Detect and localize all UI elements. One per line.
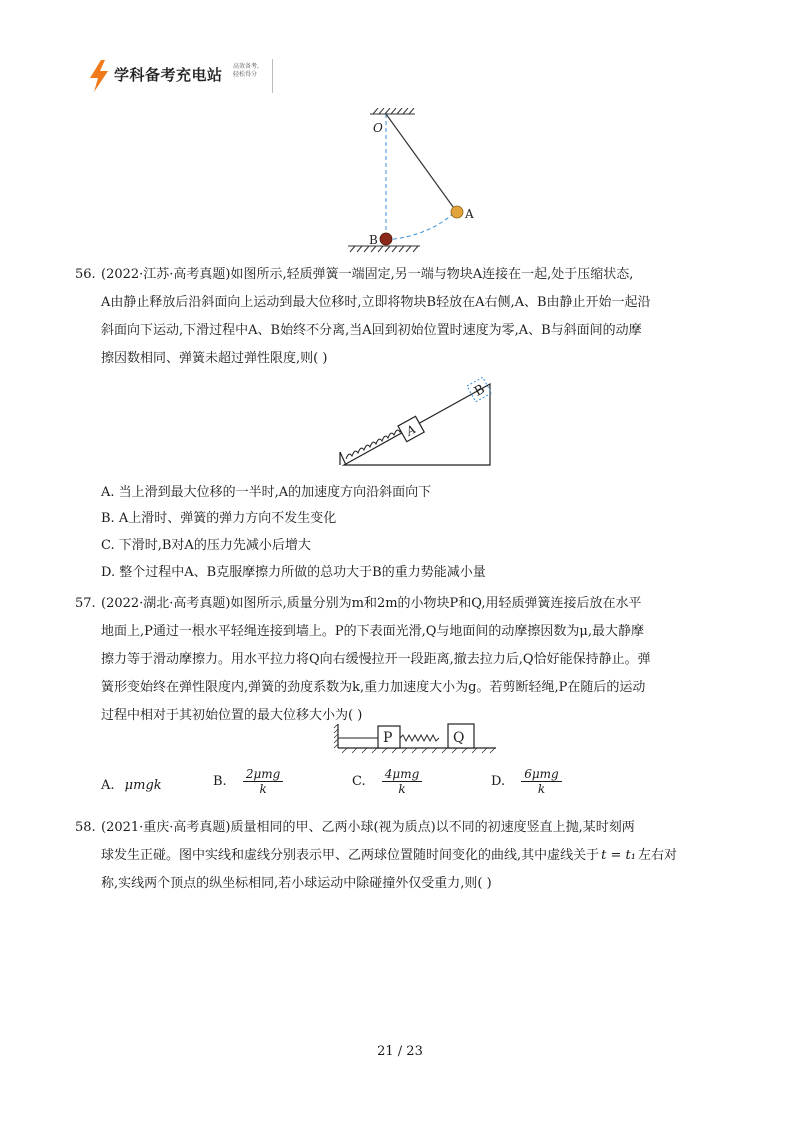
- ball-a: [451, 206, 463, 218]
- lightning-bolt-icon: [88, 60, 110, 92]
- block-b: [467, 377, 491, 401]
- question-source: (2021·重庆·高考真题): [101, 820, 231, 835]
- option-b-fraction: $\frac{\text{2μmg}}{k}$: [243, 767, 284, 796]
- question-stem: 如图所示,轻质弹簧一端固定,另一端与物块A连接在一起,处于压缩状态,: [230, 267, 634, 282]
- math-expression: t = t₁: [601, 848, 636, 863]
- label-a: A: [465, 207, 474, 221]
- question-stem: 地面上,P通过一根水平轻绳连接到墙上。P的下表面光滑,Q与地面间的动摩擦因数为μ,最大静摩: [101, 624, 644, 639]
- question-stem: 过程中相对于其初始位置的最大位移大小为( ): [101, 708, 363, 723]
- header-divider: [272, 59, 273, 93]
- option-a: A. μmgk: [101, 778, 162, 793]
- floor-hatch: [348, 246, 420, 252]
- option-d: D. $\frac{\text{6μmg}}{k}$: [491, 767, 562, 796]
- question-56: [75, 261, 735, 373]
- header-logo: [84, 57, 274, 95]
- swing-arc: [386, 211, 456, 240]
- block-p-label: P: [383, 730, 393, 746]
- block-a: [398, 416, 424, 441]
- question-stem: 如图所示,质量分别为m和2m的小物块P和Q,用轻质弹簧连接后放在水平: [230, 596, 642, 611]
- question-stem: 簧形变始终在弹性限度内,弹簧的劲度系数为k,重力加速度大小为g。若剪断轻绳,P在随后的运动: [101, 680, 646, 695]
- question-source: (2022·湖北·高考真题): [101, 596, 231, 611]
- option-d-fraction: $\frac{\text{6μmg}}{k}$: [521, 767, 562, 796]
- question-source: (2022·江苏·高考真题): [101, 267, 231, 282]
- brand-name: 学科备考充电站: [114, 66, 223, 84]
- question-stem: 球发生正碰。图中实线和虚线分别表示甲、乙两球位置随时间变化的曲线,其中虚线关于: [101, 848, 600, 863]
- block-a-label: A: [403, 421, 419, 439]
- option-a-expr: μmgk: [124, 778, 162, 793]
- page-number: 21 / 23: [377, 1044, 423, 1059]
- spring: [400, 735, 439, 741]
- question-58: [75, 814, 735, 898]
- question-stem: 左右对: [637, 848, 677, 863]
- incline-spring-figure: [336, 372, 496, 472]
- option-c: C. $\frac{\text{4μmg}}{k}$: [352, 767, 422, 796]
- question-stem: 称,实线两个顶点的纵坐标相同,若小球运动中除碰撞外仅受重力,则( ): [101, 876, 492, 891]
- label-o: O: [373, 121, 383, 135]
- option-c: C. 下滑时,B对A的压力先减小后增大: [101, 538, 311, 553]
- option-c-fraction: $\frac{\text{4μmg}}{k}$: [382, 767, 423, 796]
- question-stem: 质量相同的甲、乙两小球(视为质点)以不同的初速度竖直上抛,某时刻两: [230, 820, 635, 835]
- spring-coil: [346, 427, 406, 459]
- option-d: D. 整个过程中A、B克服摩擦力所做的总功大于B的重力势能减小量: [101, 565, 486, 580]
- brand-slogan: 高效备考, 轻松得分: [233, 63, 259, 78]
- block-b-label: B: [471, 382, 488, 400]
- label-b: B: [369, 233, 378, 247]
- block-q-label: Q: [453, 730, 465, 746]
- option-b: B. A上滑时、弹簧的弹力方向不发生变化: [101, 511, 337, 526]
- pendulum-string: [386, 114, 456, 211]
- question-stem: A由静止释放后沿斜面向上运动到最大位移时,立即将物块B轻放在A右侧,A、B由静止开始一起沿: [101, 295, 651, 310]
- question-number: 58.: [75, 820, 96, 835]
- option-a: A. 当上滑到最大位移的一半时,A的加速度方向沿斜面向下: [101, 485, 432, 500]
- question-stem: 擦力等于滑动摩擦力。用水平拉力将Q向右缓慢拉开一段距离,撤去拉力后,Q恰好能保持静止。弹: [101, 652, 651, 667]
- ball-b: [380, 233, 392, 245]
- question-stem: 擦因数相同、弹簧未超过弹性限度,则( ): [101, 351, 328, 366]
- question-number: 56.: [75, 267, 96, 282]
- pq-spring-figure: [330, 720, 500, 756]
- pendulum-figure: [340, 108, 490, 256]
- question-number: 57.: [75, 596, 96, 611]
- ceiling-hatch: [370, 108, 415, 114]
- question-57: [75, 590, 735, 730]
- option-b: B. $\frac{\text{2μmg}}{k}$: [213, 767, 283, 796]
- question-stem: 斜面向下运动,下滑过程中A、B始终不分离,当A回到初始位置时速度为零,A、B与斜面间的动摩: [101, 323, 642, 338]
- wall-stop: [340, 452, 346, 465]
